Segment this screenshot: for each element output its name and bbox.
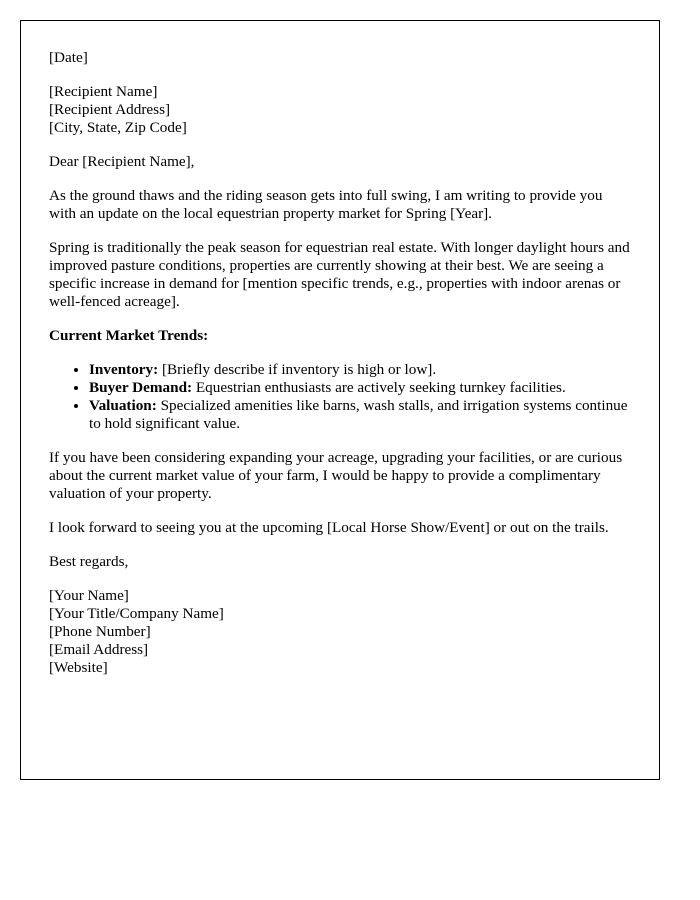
salutation: Dear [Recipient Name], bbox=[49, 153, 195, 170]
signature-email: [Email Address] bbox=[49, 641, 149, 658]
closing-note-paragraph: I look forward to seeing you at the upcoming [Local Horse Show/Event] or out on the trails. bbox=[49, 519, 609, 536]
trend-label: Buyer Demand: bbox=[89, 379, 193, 396]
signature-name: [Your Name] bbox=[49, 587, 129, 604]
trend-label: Inventory: bbox=[89, 361, 159, 378]
trends-list bbox=[49, 361, 631, 433]
offer-paragraph: If you have been considering expanding your acreage, upgrading your facilities, or are curious about the current market value of your farm, I would be happy to provide a complimentary valuation of your property. bbox=[49, 449, 623, 502]
list-item bbox=[89, 397, 631, 433]
trend-text: [Briefly describe if inventory is high or low]. bbox=[158, 361, 437, 378]
list-item bbox=[89, 361, 631, 379]
trend-text: Equestrian enthusiasts are actively seeking turnkey facilities. bbox=[192, 379, 566, 396]
recipient-city-state-zip: [City, State, Zip Code] bbox=[49, 119, 187, 136]
sign-off: Best regards, bbox=[49, 553, 129, 570]
intro-paragraph: As the ground thaws and the riding season gets into full swing, I am writing to provide you with an update on the local equestrian property market for Spring [Year]. bbox=[49, 187, 603, 222]
letter-page bbox=[20, 20, 660, 780]
signature-block bbox=[49, 587, 631, 677]
recipient-address: [Recipient Address] bbox=[49, 101, 171, 118]
spring-paragraph: Spring is traditionally the peak season for equestrian real estate. With longer daylight hours and improved pasture conditions, properties are currently showing at their best. We are seeing a specific increase in demand for [mention specific trends, e.g., properties with indoor arenas or well-fenced acreage]. bbox=[49, 239, 630, 310]
trend-label: Valuation: bbox=[89, 397, 157, 414]
trend-text: Specialized amenities like barns, wash stalls, and irrigation systems continue to hold significant value. bbox=[89, 397, 628, 432]
recipient-name: [Recipient Name] bbox=[49, 83, 158, 100]
signature-website: [Website] bbox=[49, 659, 108, 676]
letter-date: [Date] bbox=[49, 49, 88, 66]
list-item bbox=[89, 379, 631, 397]
trends-heading: Current Market Trends: bbox=[49, 327, 209, 344]
signature-phone: [Phone Number] bbox=[49, 623, 151, 640]
recipient-block bbox=[49, 83, 631, 137]
signature-title-company: [Your Title/Company Name] bbox=[49, 605, 224, 622]
